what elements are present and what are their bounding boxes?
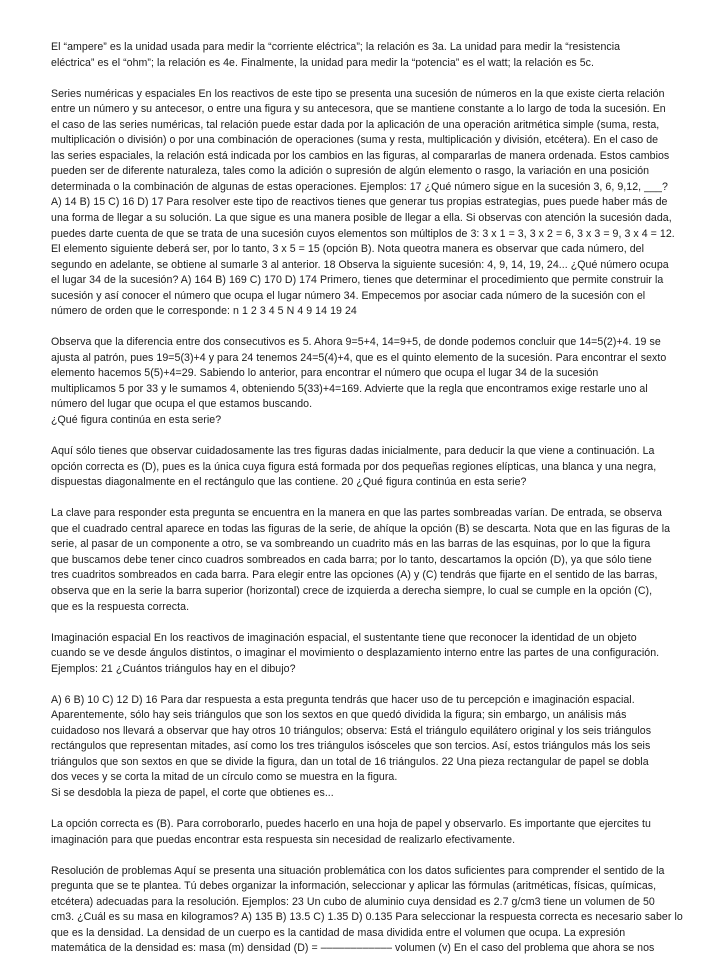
- paragraph-units: El “ampere” es la unidad usada para medir la “corriente eléctrica”; la relación es 3a. La unidad para medir la “resistencia eléctrica” es el “ohm”; la relación es 4e. Finalmente, la unidad para medir la “potencia” es el watt; la relación es 5c.: [51, 41, 621, 69]
- paragraph-problem-solving: Resolución de problemas Aquí se presenta una situación problemática con los datos suficientes para comprender el sentido de la pregunta que se te plantea. Tú debes organizar la información, seleccionar y aplicar las fórmulas (aritméticas, físicas, químicas, etcétera) adecuadas para la resolución. Ejemplos: 23 Un cubo de aluminio cuya densidad es 2.7 g/cm3 tiene un volumen de 50 cm3. ¿Cuál es su masa en kilogramos? A) 135 B) 13.5 C) 1.35 D) 0.135 Para seleccionar la respuesta correcta es necesario saber lo que es la densidad. La densidad de un cuerpo es la cantidad de masa dividida entre el volumen que ocupa. La expresión matemática de la densidad es: masa (m) densidad (D) = –––––––––––– volumen (v) En el caso del problema que ahora se nos: [51, 864, 683, 955]
- paragraph-difference: Observa que la diferencia entre dos consecutivos es 5. Ahora 9=5+4, 14=9+5, de donde podemos concluir que 14=5(2)+4. 19 se ajusta al patrón, pues 19=5(3)+4 y para 24 tenemos 24=5(4)+4, que es el quinto elemento de la sucesión. Para encontrar el sexto elemento hacemos 5(5)+4=29. Sabiendo lo anterior, para encontrar el número que ocupa el lugar 34 de la sucesión multiplicamos 5 por 33 y le sumamos 4, obteniendo 5(33)+4=169. Advierte que la regla que encontramos exige restarle uno al número del lugar que ocupa el que estamos buscando. ¿Qué figura continúa en esta serie?: [51, 336, 667, 427]
- paragraph-series: Series numéricas y espaciales En los reactivos de este tipo se presenta una sucesión de números en la que existe cierta relación entre un número y su antecesor, o entre una figura y su antecesora, que se mantiene constante a lo largo de toda la sucesión. En el caso de las series numéricas, tal relación puede estar dada por la aplicación de una operación aritmética simple (suma, resta, multiplicación o división) o por una combinación de operaciones (suma y resta, multiplicación y división, etcétera). En el caso de las series espaciales, la relación está indicada por los cambios en las figuras, al compararlas de manera ordenada. Estos cambios pueden ser de diferente naturaleza, tales como la adición o supresión de algún elemento o rasgo, la variación en una posición determinada o la combinación de algunas de estas operaciones. Ejemplos: 17 ¿Qué número sigue en la sucesión 3, 6, 9,12, ___? A) 14 B) 15 C) 16 D) 17 Para resolver este tipo de reactivos tienes que generar tus propias estrategias, pues puede haber más de una forma de llegar a su solución. La que sigue es una manera posible de llegar a ella. Si observas con atención la sucesión dada, puedes darte cuenta de que se trata de una sucesión cuyos elementos son múltiplos de 3: 3 x 1 = 3, 3 x 2 = 6, 3 x 3 = 9, 3 x 4 = 12. El elemento siguiente deberá ser, por lo tanto, 3 x 5 = 15 (opción B). Nota queotra manera es observar que cada número, del segundo en adelante, se obtiene al sumarle 3 al anterior. 18 Observa la siguiente sucesión: 4, 9, 14, 19, 24... ¿Qué número ocupa el lugar 34 de la sucesión? A) 164 B) 169 C) 170 D) 174 Primero, tienes que determinar el procedimiento que permite construir la sucesión y así conocer el número que ocupa el lugar número 34. Empecemos por asociar cada número de la sucesión con el número de orden que le corresponde: n 1 2 3 4 5 N 4 9 14 19 24: [51, 87, 675, 318]
- paragraph-shaded-parts: La clave para responder esta pregunta se encuentra en la manera en que las partes sombreadas varían. De entrada, se observa que el cuadrado central aparece en todas las figuras de la serie, de ahíque la opción (B) se descarta. Nota que en las figuras de la serie, al pasar de un componente a otro, se va sombreando un cuadrito más en las barras de las esquinas, por lo que la figura que buscamos debe tener cinco cuadros sombreados en cada barra; por lo tanto, descartamos la opción (D), ya que sólo tiene tres cuadritos sombreados en cada barra. Para elegir entre las opciones (A) y (C) tendrás que fijarte en el sentido de las barras, observa que en la serie la barra superior (horizontal) crece de izquierda a derecha siempre, lo cual se cumple en la opción (C), que es la respuesta correcta.: [51, 507, 671, 613]
- paragraph-correct-option: La opción correcta es (B). Para corroborarlo, puedes hacerlo en una hoja de papel y observarlo. Es importante que ejercites tu imaginación para que puedas encontrar esta respuesta sin necesidad de realizarlo efectivamente.: [51, 818, 651, 846]
- paragraph-figures: Aquí sólo tienes que observar cuidadosamente las tres figuras dadas inicialmente, para deducir la que viene a continuación. La opción correcta es (D), pues es la única cuya figura está formada por dos pequeñas regiones elípticas, una blanca y una negra, dispuestas diagonalmente en el rectángulo que las contiene. 20 ¿Qué figura continúa en esta serie?: [51, 445, 657, 489]
- paragraph-spatial-imagination: Imaginación espacial En los reactivos de imaginación espacial, el sustentante tiene que reconocer la identidad de un objeto cuando se ve desde ángulos distintos, o imaginar el movimiento o desplazamiento interno entre las partes de una configuración. Ejemplos: 21 ¿Cuántos triángulos hay en el dibujo?: [51, 631, 660, 675]
- document-page: [51, 40, 703, 972]
- paragraph-triangles: A) 6 B) 10 C) 12 D) 16 Para dar respuesta a esta pregunta tendrás que hacer uso de tu percepción e imaginación espacial. Aparentemente, sólo hay seis triángulos que son los sextos en que quedó dividida la figura; sin embargo, un análisis más cuidadoso nos llevará a observar que hay otros 10 triángulos; observa: Está el triángulo equilátero original y los seis triángulos rectángulos que representan mitades, así como los tres triángulos isósceles que son tercios. Así, estos triángulos más los seis triángulos que son sextos en que se divide la figura, dan un total de 16 triángulos. 22 Una pieza rectangular de papel se dobla dos veces y se corta la mitad de un círculo como se muestra en la figura. Si se desdobla la pieza de papel, el corte que obtienes es...: [51, 693, 652, 799]
